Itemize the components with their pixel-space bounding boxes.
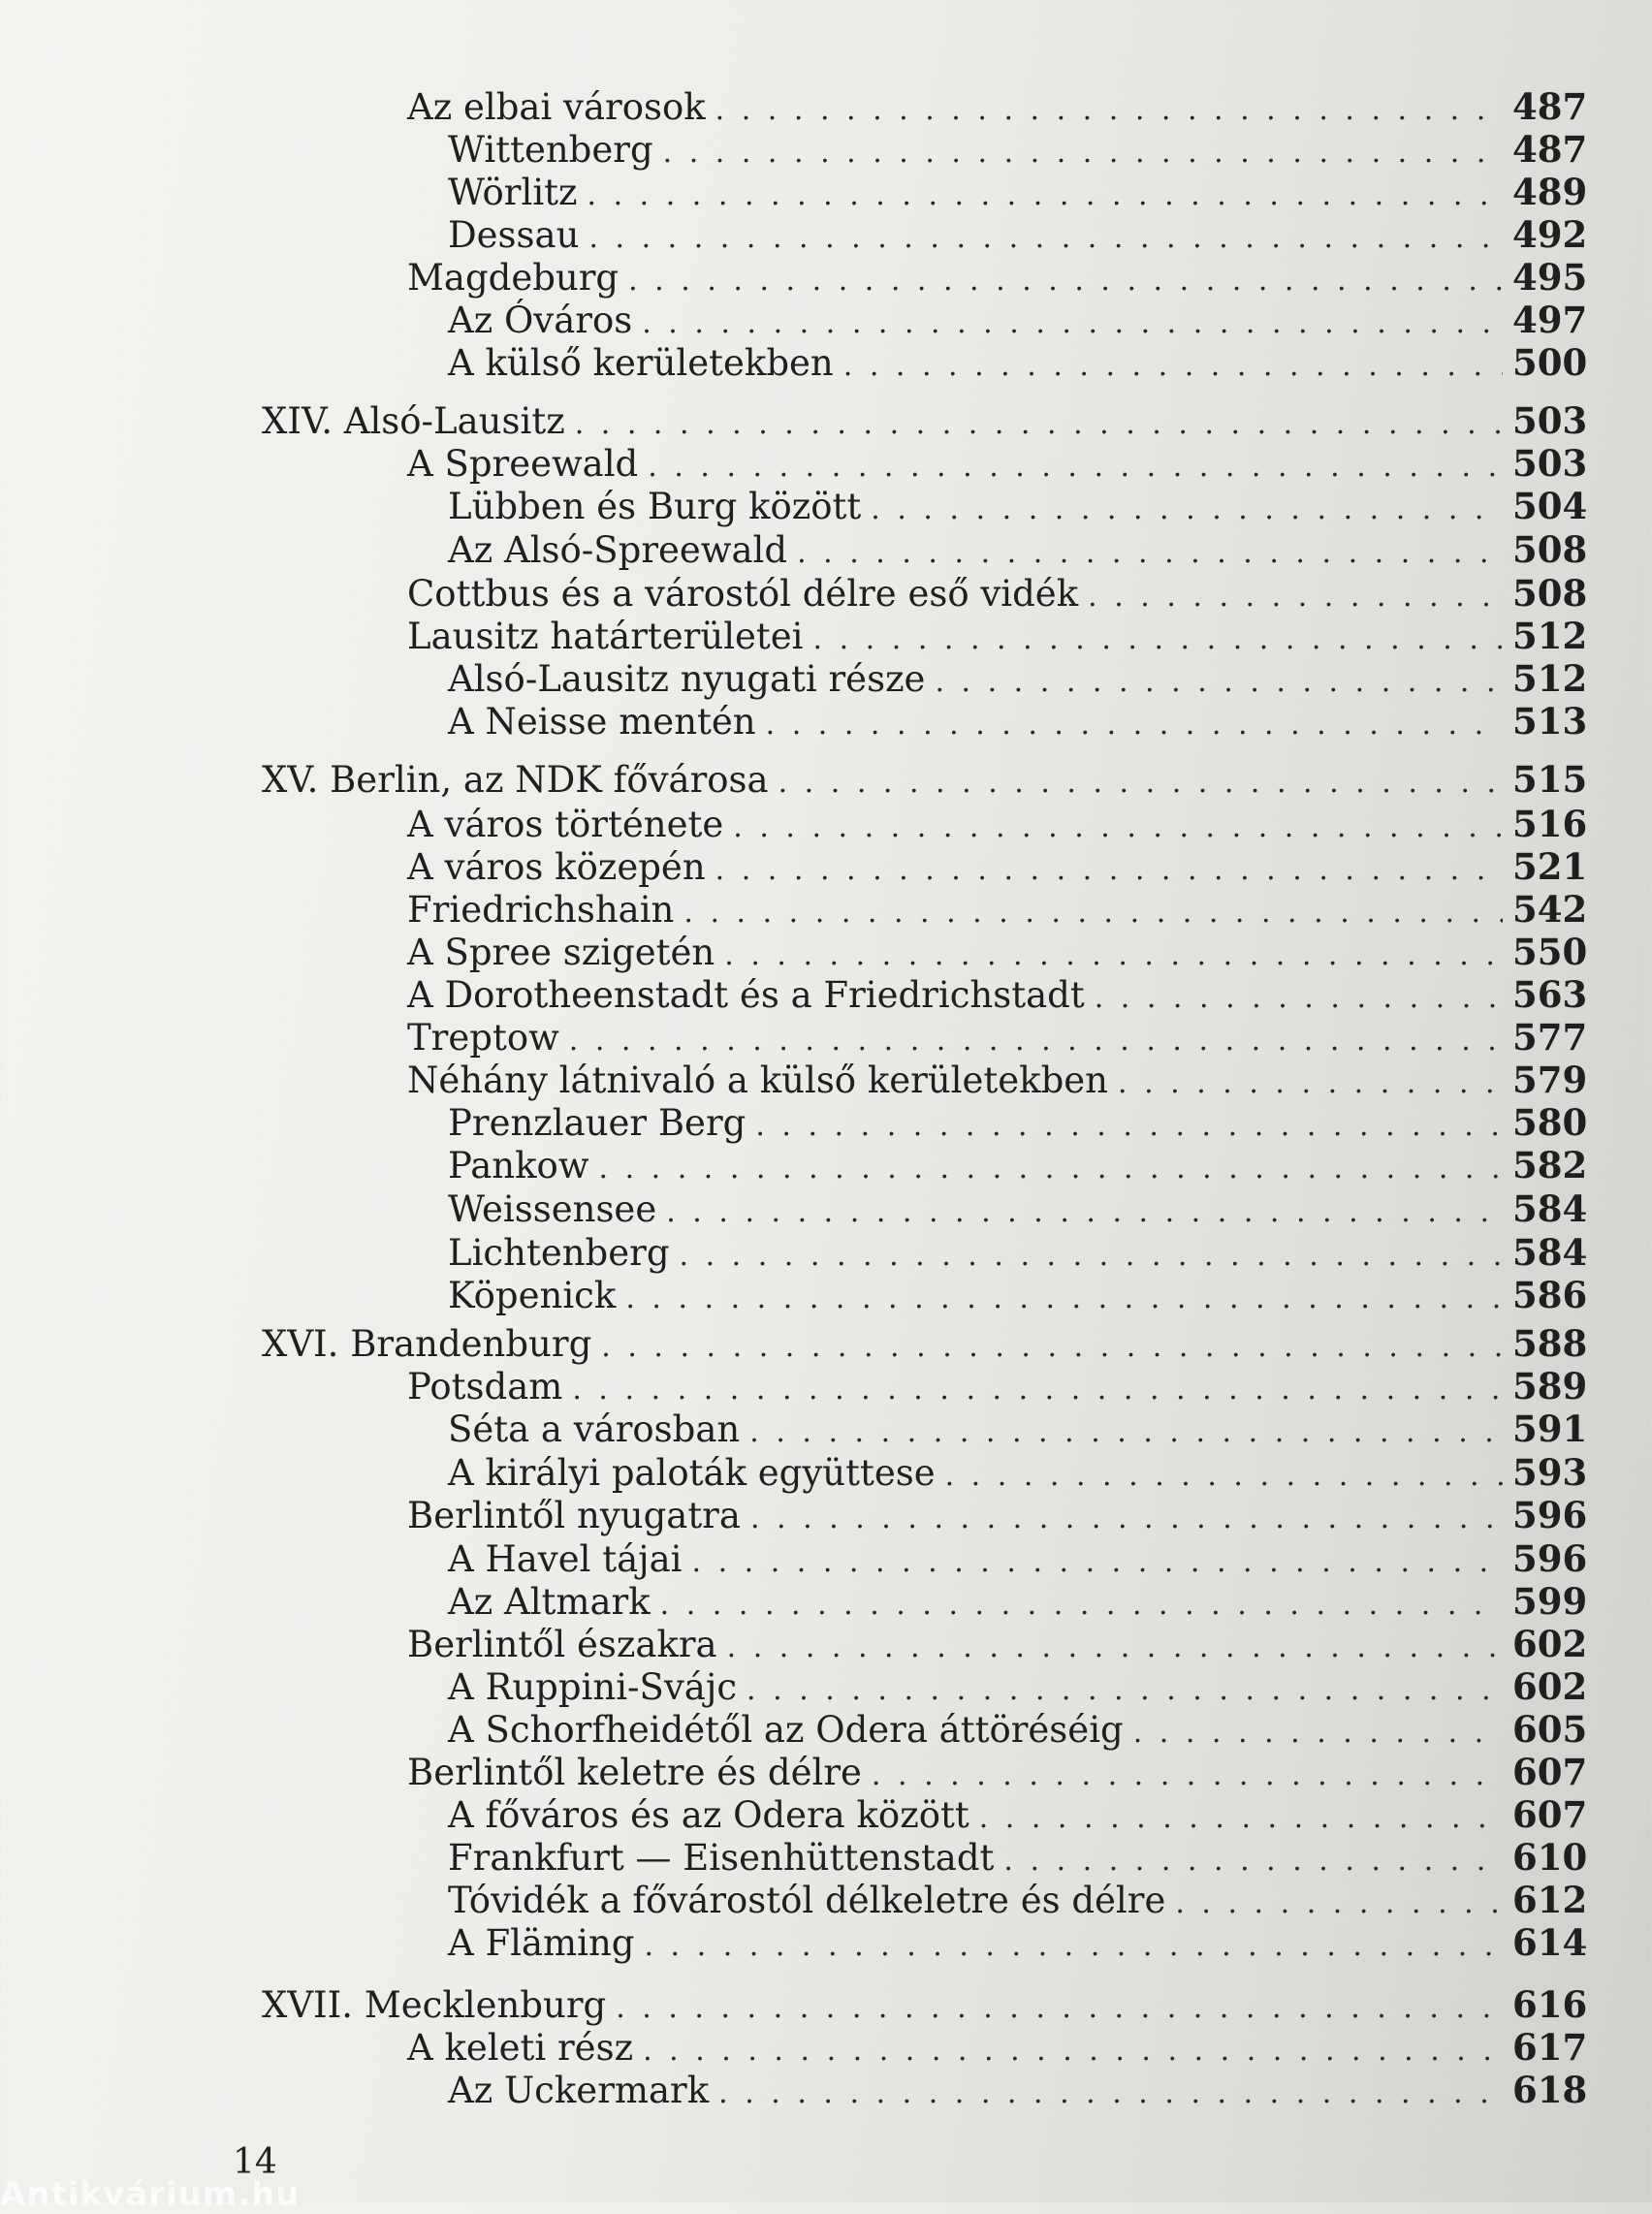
toc-entry xyxy=(407,845,1588,892)
toc-entry-page: 542 xyxy=(1512,888,1588,931)
toc-entry-page: 512 xyxy=(1512,615,1588,657)
toc-entry-title: Berlintől északra xyxy=(407,1624,717,1665)
toc-entry-title: Lausitz határterületei xyxy=(407,616,804,657)
toc-entry-title: XIV. Alsó-Lausitz xyxy=(262,400,565,442)
toc-entry-page: 602 xyxy=(1512,1665,1588,1708)
toc-entry xyxy=(448,341,1588,388)
toc-entry-page: 489 xyxy=(1512,171,1588,213)
toc-entry-title: Lichtenberg xyxy=(448,1232,670,1274)
toc-entry xyxy=(448,1879,1588,1925)
toc-entry-page: 513 xyxy=(1512,700,1588,743)
toc-entry xyxy=(448,485,1588,531)
toc-entry-page: 503 xyxy=(1512,442,1588,485)
dot-leader xyxy=(1133,1712,1503,1755)
toc-entry-page: 610 xyxy=(1512,1836,1588,1879)
toc-entry-page: 614 xyxy=(1512,1921,1588,1964)
dot-leader xyxy=(750,1498,1503,1540)
toc-entry-title: Tóvidék a fővárostól délkeletre és délre xyxy=(448,1880,1166,1921)
dot-leader xyxy=(724,934,1503,977)
dot-leader xyxy=(1095,977,1503,1020)
toc-chapter xyxy=(262,399,1588,446)
toc-entry-page: 591 xyxy=(1512,1407,1588,1450)
toc-entry xyxy=(448,1836,1588,1882)
dot-leader xyxy=(644,1925,1503,1968)
toc-entry-page: 504 xyxy=(1512,485,1588,527)
toc-entry xyxy=(448,1793,1588,1840)
dot-leader xyxy=(749,1411,1503,1454)
toc-entry-page: 582 xyxy=(1512,1144,1588,1186)
toc-entry-title: Prenzlauer Berg xyxy=(448,1102,747,1144)
toc-entry xyxy=(448,171,1588,217)
toc-entry xyxy=(448,700,1588,746)
dot-leader xyxy=(588,174,1503,217)
toc-entry-title: A Schorfheidétől az Odera áttöréséig xyxy=(448,1709,1124,1751)
toc-entry xyxy=(448,1187,1588,1234)
toc-entry-title: Néhány látnivaló a külső kerületekben xyxy=(407,1060,1108,1101)
toc-entry xyxy=(448,1708,1588,1755)
dot-leader xyxy=(569,1020,1503,1062)
dot-leader xyxy=(663,132,1503,174)
toc-entry xyxy=(448,1407,1588,1454)
toc-entry xyxy=(448,1101,1588,1148)
dot-leader xyxy=(642,302,1503,345)
toc-entry-page: 586 xyxy=(1512,1274,1588,1316)
toc-entry xyxy=(407,803,1588,849)
toc-entry-title: Köpenick xyxy=(448,1275,617,1316)
toc-entry-title: A Fläming xyxy=(448,1922,635,1964)
toc-entry-page: 487 xyxy=(1512,85,1588,128)
toc-entry-title: Az elbai városok xyxy=(407,86,706,128)
toc-entry xyxy=(407,1016,1588,1062)
toc-entry-title: A Havel tájai xyxy=(448,1538,683,1580)
watermark: Antikvárium.hu xyxy=(0,2175,301,2214)
dot-leader xyxy=(643,2030,1503,2072)
toc-entry-title: Az Alsó-Spreewald xyxy=(448,529,788,571)
toc-entry xyxy=(407,1059,1588,1105)
toc-entry-page: 599 xyxy=(1512,1580,1588,1623)
toc-entry-title: Potsdam xyxy=(407,1366,563,1407)
toc-entry-title: XVII. Mecklenburg xyxy=(262,1984,607,2026)
toc-entry xyxy=(407,1623,1588,1669)
toc-entry xyxy=(407,256,1588,302)
dot-leader xyxy=(572,1369,1503,1411)
toc-entry-page: 588 xyxy=(1512,1322,1588,1365)
toc-entry-page: 617 xyxy=(1512,2026,1588,2069)
dot-leader xyxy=(1175,1882,1503,1925)
toc-entry-title: A város közepén xyxy=(407,846,706,888)
toc-entry xyxy=(407,1365,1588,1411)
toc-entry-title: XV. Berlin, az NDK fővárosa xyxy=(262,759,769,801)
toc-entry-page: 579 xyxy=(1512,1059,1588,1101)
toc-entry xyxy=(407,85,1588,132)
dot-leader xyxy=(648,446,1503,489)
dot-leader xyxy=(599,1148,1504,1190)
dot-leader xyxy=(628,260,1503,302)
dot-leader xyxy=(1088,576,1503,618)
toc-entry-page: 593 xyxy=(1512,1451,1588,1494)
page-number: 14 xyxy=(233,2142,277,2182)
dot-leader xyxy=(797,532,1503,575)
toc-entry-title: A Neisse mentén xyxy=(448,701,756,743)
toc-entry xyxy=(448,1580,1588,1627)
toc-entry-title: Dessau xyxy=(448,214,580,256)
toc-entry-page: 563 xyxy=(1512,973,1588,1016)
toc-entry-title: A keleti rész xyxy=(407,2027,634,2069)
toc-entry-title: A főváros és az Odera között xyxy=(448,1794,969,1836)
dot-leader xyxy=(588,217,1503,260)
toc-entry xyxy=(448,1665,1588,1712)
toc-entry-page: 508 xyxy=(1512,572,1588,615)
dot-leader xyxy=(1118,1062,1503,1105)
toc-entry-page: 612 xyxy=(1512,1879,1588,1921)
dot-leader xyxy=(625,1278,1503,1320)
toc-entry-title: Friedrichshain xyxy=(407,889,675,931)
toc-entry-page: 516 xyxy=(1512,803,1588,845)
toc-entry-page: 602 xyxy=(1512,1623,1588,1665)
toc-entry-title: Frankfurt — Eisenhüttenstadt xyxy=(448,1837,995,1879)
toc-entry-title: Az Uckermark xyxy=(448,2070,710,2111)
toc-entry-title: A Spree szigetén xyxy=(407,932,715,973)
toc-entry-title: Magdeburg xyxy=(407,257,620,299)
toc-entry-page: 508 xyxy=(1512,528,1588,571)
dot-leader xyxy=(715,849,1503,892)
dot-leader xyxy=(666,1191,1503,1234)
dot-leader xyxy=(616,1987,1503,2030)
toc-chapter xyxy=(262,1983,1588,2030)
toc-chapter xyxy=(262,1322,1588,1369)
dot-leader xyxy=(601,1326,1503,1369)
dot-leader xyxy=(872,1755,1503,1797)
toc-entry-title: Pankow xyxy=(448,1145,589,1186)
toc-entry-page: 503 xyxy=(1512,399,1588,442)
toc-entry-title: Cottbus és a várostól délre eső vidék xyxy=(407,573,1079,615)
dot-leader xyxy=(871,489,1503,531)
toc-entry xyxy=(407,615,1588,661)
toc-entry-title: Séta a városban xyxy=(448,1408,741,1450)
toc-entry-title: Az Altmark xyxy=(448,1581,651,1623)
dot-leader xyxy=(692,1541,1504,1584)
toc-entry-page: 584 xyxy=(1512,1231,1588,1274)
toc-entry-title: A Ruppini-Svájc xyxy=(448,1666,738,1708)
dot-leader xyxy=(683,892,1503,934)
dot-leader xyxy=(727,1627,1503,1669)
toc-entry xyxy=(407,572,1588,618)
dot-leader xyxy=(945,1455,1503,1498)
toc-entry-page: 607 xyxy=(1512,1793,1588,1836)
toc-entry-title: Berlintől keletre és délre xyxy=(407,1752,862,1793)
toc-entry xyxy=(448,1451,1588,1498)
toc-entry-page: 515 xyxy=(1512,758,1588,801)
toc-entry xyxy=(448,2069,1588,2115)
toc-entry-page: 500 xyxy=(1512,341,1588,384)
dot-leader xyxy=(680,1235,1503,1278)
dot-leader xyxy=(733,807,1503,849)
toc-entry-page: 487 xyxy=(1512,128,1588,171)
toc-chapter xyxy=(262,758,1588,805)
dot-leader xyxy=(813,618,1503,661)
toc-entry xyxy=(448,1231,1588,1278)
toc-entry-title: XVI. Brandenburg xyxy=(262,1323,592,1365)
toc-entry-page: 521 xyxy=(1512,845,1588,888)
toc-entry xyxy=(407,1751,1588,1797)
dot-leader xyxy=(778,762,1503,805)
dot-leader xyxy=(755,1105,1503,1148)
toc-entry-title: A királyi paloták együttese xyxy=(448,1452,936,1494)
toc-entry-title: A város története xyxy=(407,804,724,845)
toc-entry-page: 605 xyxy=(1512,1708,1588,1751)
toc-entry xyxy=(407,442,1588,489)
toc-entry xyxy=(448,128,1588,174)
dot-leader xyxy=(935,661,1503,704)
dot-leader xyxy=(575,403,1503,446)
toc-entry-title: A Dorotheenstadt és a Friedrichstadt xyxy=(407,974,1085,1016)
dot-leader xyxy=(843,345,1503,388)
toc-entry-title: Weissensee xyxy=(448,1188,657,1230)
dot-leader xyxy=(766,704,1503,746)
toc-entry-page: 596 xyxy=(1512,1537,1588,1580)
toc-entry-page: 580 xyxy=(1512,1101,1588,1144)
dot-leader xyxy=(1003,1840,1503,1882)
toc-entry xyxy=(407,931,1588,977)
dot-leader xyxy=(715,89,1503,132)
dot-leader xyxy=(660,1584,1503,1627)
toc-entry xyxy=(407,2026,1588,2072)
toc-entry-page: 616 xyxy=(1512,1983,1588,2026)
dot-leader xyxy=(747,1669,1503,1712)
toc-entry-page: 596 xyxy=(1512,1494,1588,1536)
toc-entry-title: Wörlitz xyxy=(448,172,578,213)
toc-entry-page: 618 xyxy=(1512,2069,1588,2111)
toc-entry xyxy=(407,888,1588,934)
toc-entry-page: 607 xyxy=(1512,1751,1588,1793)
toc-entry xyxy=(448,1144,1588,1190)
toc-entry xyxy=(448,299,1588,345)
toc-entry xyxy=(448,1537,1588,1584)
toc-entry xyxy=(448,1921,1588,1968)
toc-entry-page: 512 xyxy=(1512,657,1588,700)
toc-entry xyxy=(448,657,1588,704)
toc-entry-title: Berlintől nyugatra xyxy=(407,1495,741,1536)
toc-entry-page: 589 xyxy=(1512,1365,1588,1407)
toc-entry xyxy=(448,213,1588,260)
toc-entry-title: A Spreewald xyxy=(407,443,639,485)
toc-entry xyxy=(407,973,1588,1020)
toc-entry-page: 497 xyxy=(1512,299,1588,341)
toc-entry-page: 492 xyxy=(1512,213,1588,256)
toc-entry-title: Alsó-Lausitz nyugati része xyxy=(448,658,926,700)
toc-entry-page: 550 xyxy=(1512,931,1588,973)
toc-entry-page: 495 xyxy=(1512,256,1588,299)
toc-entry-page: 577 xyxy=(1512,1016,1588,1059)
toc-entry xyxy=(448,528,1588,575)
toc-entry-title: Lübben és Burg között xyxy=(448,486,862,527)
toc-entry-title: Wittenberg xyxy=(448,129,653,171)
toc-entry-title: A külső kerületekben xyxy=(448,342,834,384)
dot-leader xyxy=(718,2072,1503,2115)
toc-entry xyxy=(448,1274,1588,1320)
toc-entry xyxy=(407,1494,1588,1540)
dot-leader xyxy=(979,1797,1503,1840)
toc-entry-title: Az Óváros xyxy=(448,300,633,341)
toc-entry-title: Treptow xyxy=(407,1017,559,1059)
toc-entry-page: 584 xyxy=(1512,1187,1588,1230)
